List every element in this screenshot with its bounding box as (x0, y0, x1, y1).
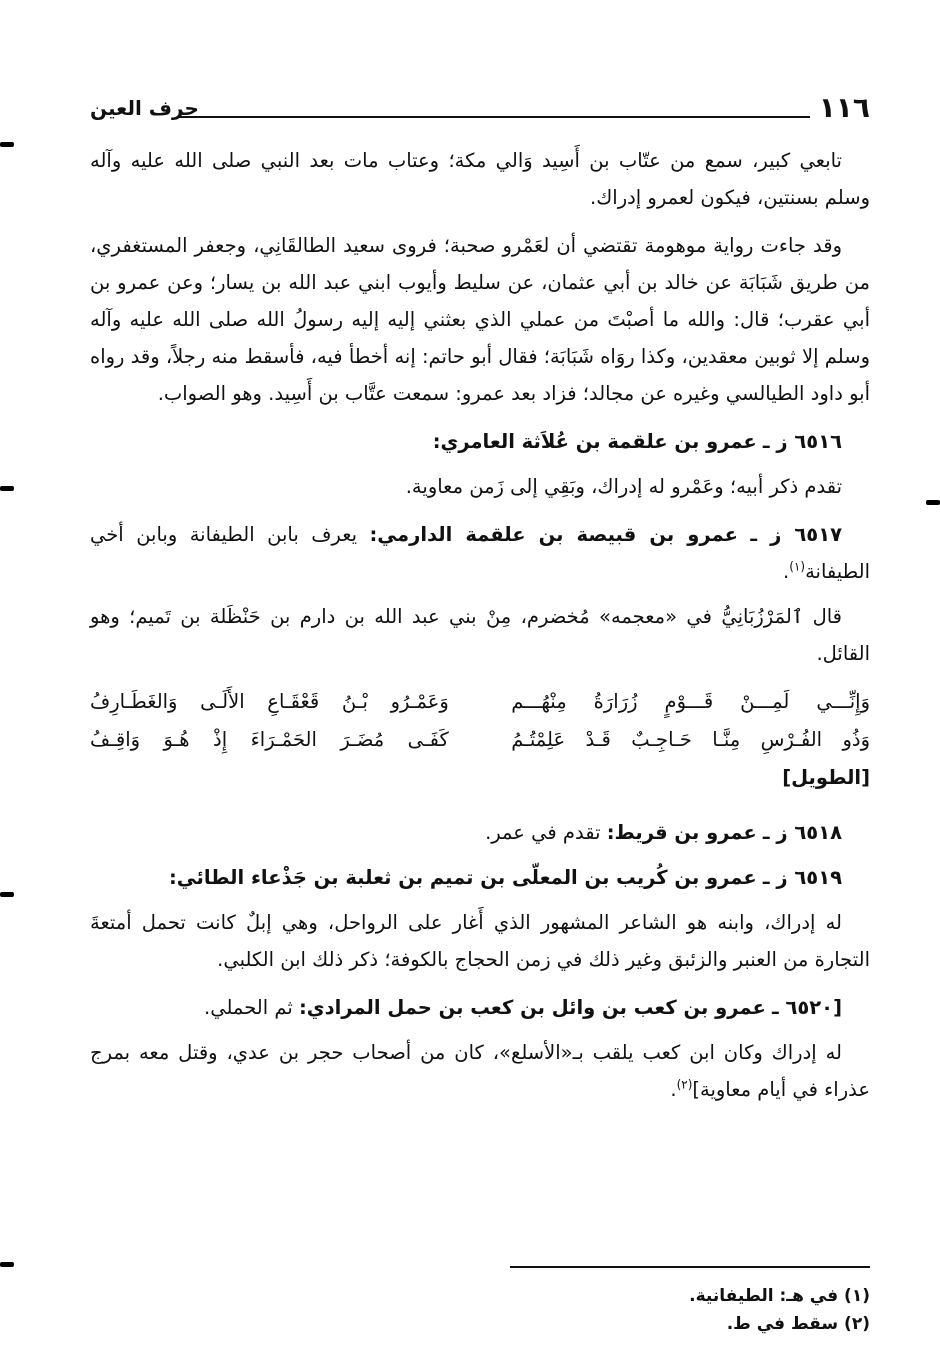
footnote-rule (510, 1266, 870, 1268)
margin-mark (0, 142, 14, 147)
page-number: ١١٦ (818, 91, 870, 124)
entry-text: يعرف بابن الطيفانة وبابن أخي الطيفانة (90, 523, 870, 583)
entry-number: ٦٥١٩ ز ـ (762, 866, 842, 889)
verse-2-first-hemistich: وَذُو الفُـرْسِ مِنَّـا حَـاجِـبٌ قَـدْ عَلِمْتُـمُ (511, 728, 870, 751)
entry-text: تقدم في عمر. (485, 821, 601, 844)
entry-6518-heading (90, 814, 870, 851)
verse-line-1 (90, 683, 870, 721)
header-rule (178, 116, 810, 118)
page-header (90, 88, 870, 128)
entry-title: عمرو بن علقمة بن عُلاَثة العامري: (432, 430, 757, 453)
footnote-ref-2[interactable]: (٢) (676, 1077, 693, 1092)
footnote-1: (١) في هـ: الطيفانية. (689, 1286, 870, 1306)
entry-text-end: . (783, 560, 790, 583)
verse-1-first-hemistich: وَإِنِّـــي لَمِـــنْ قَـــوْمٍ زُرَارَةُ مِنْهُـــم (511, 690, 870, 713)
entry-6519-heading (90, 859, 870, 896)
footnotes (90, 1266, 870, 1338)
entry-6520-heading (90, 989, 870, 1026)
margin-mark (0, 486, 14, 491)
entry-6516-body: تقدم ذكر أبيه؛ وعَمْرو له إدراك، وبَقِي إلى زَمن معاوية. (405, 475, 842, 498)
margin-mark (0, 1262, 14, 1267)
entry-number: ٦٥١٧ ز ـ (750, 523, 842, 546)
book-page (90, 80, 870, 1350)
entry-6517-paragraph: قال ٱلمَرْزُبَانِيُّ في «معجمه» مُخضرم، مِنْ بني عبد الله بن دارم بن حَنْظَلة بن تَميم؛ وهو القائل. (90, 605, 870, 665)
footnote-ref-1[interactable]: (١) (789, 559, 806, 574)
margin-mark (926, 500, 940, 505)
entry-title: عمرو بن كُريب بن المعلّى بن تميم بن ثعلبة بن جَذْعاء الطائي: (169, 866, 757, 889)
paragraph-1: تابعي كبير، سمع من عتّاب بن أَسِيد وَالي مكة؛ وعتاب مات بعد النبي صلى الله عليه وآله وسلم بسنتين، فيكون لعمرو إدراك. (90, 149, 870, 209)
entry-6516-heading (90, 423, 870, 460)
entry-6520-text: له إدراك وكان ابن كعب يلقب بـ«الأسلع»، كان من أصحاب حجر بن عدي، وقتل معه بمرج عذراء في أيام معاوية] (90, 1041, 870, 1101)
entry-6520-text-end: . (670, 1078, 677, 1101)
running-head: حرف العين (90, 96, 199, 120)
entry-6519-paragraph: له إدراك، وابنه هو الشاعر المشهور الذي أَغار على الرواحل، وهي إبلٌ كانت تحمل أمتعةَ التجارة من العنبر والزئبق وغير ذلك في زمن الحجاج بالكوفة؛ ذكر ذلك ابن الكلبي. (90, 911, 870, 971)
body-text (90, 142, 870, 1119)
entry-number: [٦٥٢٠ ـ (772, 996, 842, 1019)
poetic-meter: [الطويل] (782, 766, 870, 789)
entry-text: ثم الحملي. (204, 996, 293, 1019)
entry-number: ٦٥١٨ ز ـ (762, 821, 842, 844)
entry-title: عمرو بن قريط: (606, 821, 757, 844)
entry-6520-paragraph (90, 1034, 870, 1108)
entry-number: ٦٥١٦ ز ـ (762, 430, 842, 453)
entry-title: عمرو بن قبيصة بن علقمة الدارمي: (369, 523, 738, 546)
paragraph-2: وقد جاءت رواية موهومة تقتضي أن لعَمْرو صحبة؛ فروى سعيد الطالقَانِي، وجعفر المستغفري، من طريق شَبَابَة عن خالد بن أبي عثمان، عن سليط وأيوب ابني عبد الله بن يسار؛ وعن عمرو بن أبي عقرب؛ قال: والله ما أصبْتَ من عملي الذي بعثني إليه إليه رسولُ الله صلى الله عليه وآله وسلم إلا ثوبين معقدين، وكذا روَاه شَبَابَة؛ فقال أبو حاتم: إنه أخطأ فيه، فأسقط منه رجلاً، وقد رواه أبو داود الطيالسي وغيره عن مجالد؛ فزاد بعد عمرو: سمعت عتَّاب بن أَسِيد. وهو الصواب. (90, 234, 870, 405)
entry-6517-heading (90, 516, 870, 590)
verse-1-second-hemistich: وَعَمْـرُو بْـنُ قَعْقَـاعِ الأَلَـى وَالغَطَـارِفُ (90, 690, 449, 713)
verse-2-second-hemistich: كَفَـى مُضَـرَ الحَمْـرَاءَ إِذْ هُـوَ وَاقِـفُ (90, 728, 449, 751)
footnote-2: (٢) سقط في ط. (726, 1314, 870, 1334)
verse-line-2 (90, 721, 870, 759)
margin-mark (0, 892, 14, 897)
entry-title: عمرو بن كعب بن وائل بن كعب بن حمل المرادي: (298, 996, 766, 1019)
